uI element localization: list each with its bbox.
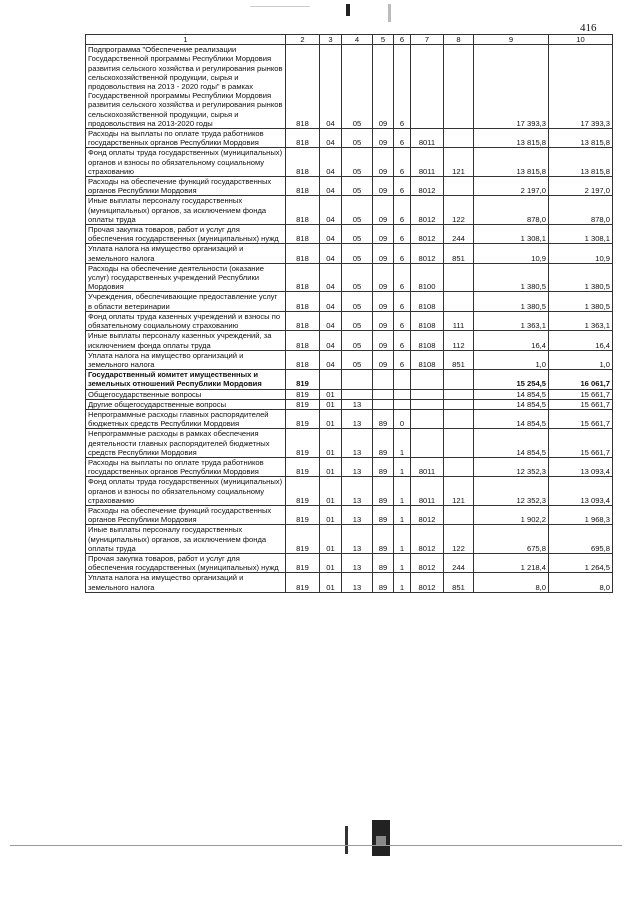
value-cell: 04 [320, 350, 342, 369]
value-cell: 695,8 [549, 525, 613, 554]
value-cell: 09 [373, 311, 394, 330]
value-cell: 04 [320, 177, 342, 196]
value-cell [444, 409, 474, 428]
value-cell: 12 352,3 [474, 477, 549, 506]
value-cell: 01 [320, 525, 342, 554]
value-cell [444, 429, 474, 458]
value-cell: 6 [394, 292, 411, 311]
value-cell: 8012 [411, 573, 444, 592]
value-cell: 04 [320, 196, 342, 225]
value-cell: 1 [394, 525, 411, 554]
header-cell: 4 [342, 35, 373, 45]
value-cell: 17 393,3 [549, 45, 613, 129]
value-cell: 89 [373, 477, 394, 506]
row-name-cell: Уплата налога на имущество организаций и земельного налога [86, 350, 286, 369]
value-cell: 1 218,4 [474, 553, 549, 572]
table-row [86, 389, 613, 399]
value-cell: 13 815,8 [549, 129, 613, 148]
value-cell [411, 409, 444, 428]
value-cell: 1 [394, 573, 411, 592]
value-cell: 819 [286, 553, 320, 572]
row-name-cell: Непрограммные расходы в рамках обеспечения деятельности главных распорядителей бюджетных средств Республики Мордовия [86, 429, 286, 458]
value-cell: 818 [286, 350, 320, 369]
header-cell: 10 [549, 35, 613, 45]
value-cell: 10,9 [549, 244, 613, 263]
header-cell: 6 [394, 35, 411, 45]
value-cell: 01 [320, 553, 342, 572]
value-cell: 09 [373, 129, 394, 148]
value-cell: 09 [373, 45, 394, 129]
value-cell [373, 399, 394, 409]
value-cell: 89 [373, 429, 394, 458]
value-cell: 15 661,7 [549, 399, 613, 409]
table-row [86, 370, 613, 389]
value-cell: 8100 [411, 263, 444, 292]
table-row [86, 45, 613, 129]
value-cell: 05 [342, 148, 373, 177]
value-cell: 244 [444, 553, 474, 572]
row-name-cell: Иные выплаты персоналу казенных учреждений, за исключением фонда оплаты труда [86, 331, 286, 350]
table-header-row [86, 35, 613, 45]
row-name-cell: Расходы на выплаты по оплате труда работников государственных органов Республики Мордовия [86, 129, 286, 148]
value-cell: 15 661,7 [549, 389, 613, 399]
value-cell [411, 389, 444, 399]
table-row [86, 244, 613, 263]
scan-artifact [388, 4, 391, 22]
value-cell: 15 254,5 [474, 370, 549, 389]
row-name-cell: Расходы на обеспечение функций государственных органов Республики Мордовия [86, 505, 286, 524]
value-cell [444, 177, 474, 196]
value-cell: 819 [286, 457, 320, 476]
value-cell [444, 457, 474, 476]
value-cell: 09 [373, 177, 394, 196]
header-cell: 8 [444, 35, 474, 45]
table-row [86, 331, 613, 350]
value-cell: 89 [373, 573, 394, 592]
value-cell: 01 [320, 429, 342, 458]
value-cell: 819 [286, 573, 320, 592]
row-name-cell: Уплата налога на имущество организаций и земельного налога [86, 573, 286, 592]
value-cell: 819 [286, 389, 320, 399]
value-cell: 16,4 [474, 331, 549, 350]
row-name-cell: Фонд оплаты труда государственных (муниципальных) органов и взносы по обязательному социальному страхованию [86, 477, 286, 506]
value-cell: 01 [320, 399, 342, 409]
value-cell: 89 [373, 553, 394, 572]
row-name-cell: Прочая закупка товаров, работ и услуг для обеспечения государственных (муниципальных) нужд [86, 225, 286, 244]
value-cell: 16,4 [549, 331, 613, 350]
table-row [86, 196, 613, 225]
table-body [86, 45, 613, 593]
table-row [86, 477, 613, 506]
value-cell: 04 [320, 292, 342, 311]
value-cell: 6 [394, 331, 411, 350]
value-cell: 818 [286, 292, 320, 311]
value-cell: 17 393,3 [474, 45, 549, 129]
value-cell: 14 854,5 [474, 409, 549, 428]
table-row [86, 505, 613, 524]
value-cell: 818 [286, 263, 320, 292]
value-cell: 819 [286, 399, 320, 409]
value-cell: 8012 [411, 553, 444, 572]
value-cell: 819 [286, 505, 320, 524]
value-cell: 01 [320, 409, 342, 428]
value-cell: 121 [444, 477, 474, 506]
value-cell [411, 399, 444, 409]
value-cell: 8012 [411, 177, 444, 196]
value-cell [411, 429, 444, 458]
value-cell: 1 308,1 [549, 225, 613, 244]
value-cell: 01 [320, 573, 342, 592]
table-row [86, 573, 613, 592]
value-cell: 04 [320, 225, 342, 244]
value-cell: 05 [342, 350, 373, 369]
value-cell: 0 [394, 409, 411, 428]
value-cell: 2 197,0 [474, 177, 549, 196]
value-cell: 09 [373, 148, 394, 177]
table-row [86, 129, 613, 148]
value-cell: 6 [394, 45, 411, 129]
value-cell: 05 [342, 292, 373, 311]
value-cell: 15 661,7 [549, 429, 613, 458]
value-cell: 6 [394, 350, 411, 369]
value-cell [394, 370, 411, 389]
value-cell [342, 389, 373, 399]
value-cell: 05 [342, 225, 373, 244]
table-row [86, 311, 613, 330]
value-cell: 04 [320, 263, 342, 292]
value-cell: 13 815,8 [474, 129, 549, 148]
value-cell: 13 815,8 [549, 148, 613, 177]
value-cell: 09 [373, 244, 394, 263]
header-cell: 1 [86, 35, 286, 45]
header-cell: 2 [286, 35, 320, 45]
value-cell [411, 45, 444, 129]
value-cell: 09 [373, 331, 394, 350]
value-cell [342, 370, 373, 389]
value-cell: 13 815,8 [474, 148, 549, 177]
value-cell [444, 399, 474, 409]
value-cell: 13 [342, 505, 373, 524]
value-cell: 6 [394, 148, 411, 177]
value-cell: 8012 [411, 196, 444, 225]
scan-artifact [250, 6, 310, 7]
value-cell: 8012 [411, 505, 444, 524]
value-cell: 851 [444, 350, 474, 369]
value-cell: 1 363,1 [549, 311, 613, 330]
value-cell [373, 370, 394, 389]
table-row [86, 525, 613, 554]
value-cell: 6 [394, 311, 411, 330]
value-cell: 14 854,5 [474, 429, 549, 458]
table-row [86, 409, 613, 428]
value-cell: 13 093,4 [549, 457, 613, 476]
value-cell: 1 [394, 477, 411, 506]
value-cell: 6 [394, 177, 411, 196]
row-name-cell: Фонд оплаты труда государственных (муниципальных) органов и взносы по обязательному социальному страхованию [86, 148, 286, 177]
value-cell: 1 [394, 457, 411, 476]
table-row [86, 457, 613, 476]
value-cell: 8108 [411, 331, 444, 350]
value-cell: 04 [320, 331, 342, 350]
row-name-cell: Государственный комитет имущественных и земельных отношений Республики Мордовия [86, 370, 286, 389]
value-cell: 8,0 [549, 573, 613, 592]
value-cell: 1,0 [474, 350, 549, 369]
value-cell: 05 [342, 331, 373, 350]
value-cell [411, 370, 444, 389]
value-cell: 122 [444, 196, 474, 225]
value-cell: 112 [444, 331, 474, 350]
value-cell: 13 [342, 573, 373, 592]
value-cell: 1 [394, 553, 411, 572]
value-cell: 819 [286, 525, 320, 554]
value-cell: 8011 [411, 148, 444, 177]
value-cell: 09 [373, 225, 394, 244]
value-cell: 8012 [411, 225, 444, 244]
value-cell: 819 [286, 409, 320, 428]
value-cell: 09 [373, 350, 394, 369]
row-name-cell: Учреждения, обеспечивающие предоставление услуг в области ветеринарии [86, 292, 286, 311]
value-cell: 1,0 [549, 350, 613, 369]
value-cell: 1 380,5 [474, 263, 549, 292]
value-cell: 878,0 [474, 196, 549, 225]
value-cell: 851 [444, 244, 474, 263]
table-row [86, 429, 613, 458]
value-cell: 13 [342, 553, 373, 572]
row-name-cell: Фонд оплаты труда казенных учреждений и взносы по обязательному социальному страхованию [86, 311, 286, 330]
row-name-cell: Расходы на обеспечение функций государственных органов Республики Мордовия [86, 177, 286, 196]
value-cell: 818 [286, 331, 320, 350]
row-name-cell: Расходы на обеспечение деятельности (оказание услуг) государственных учреждений Республики Мордовия [86, 263, 286, 292]
value-cell: 1 380,5 [474, 292, 549, 311]
value-cell: 818 [286, 45, 320, 129]
value-cell: 89 [373, 409, 394, 428]
value-cell [320, 370, 342, 389]
value-cell: 12 352,3 [474, 457, 549, 476]
row-name-cell: Иные выплаты персоналу государственных (муниципальных) органов, за исключением фонда оплаты труда [86, 525, 286, 554]
value-cell [444, 370, 474, 389]
value-cell: 818 [286, 148, 320, 177]
value-cell: 1 968,3 [549, 505, 613, 524]
value-cell: 878,0 [549, 196, 613, 225]
header-cell: 3 [320, 35, 342, 45]
value-cell [444, 129, 474, 148]
row-name-cell: Непрограммные расходы главных распорядителей бюджетных средств Республики Мордовия [86, 409, 286, 428]
value-cell: 15 661,7 [549, 409, 613, 428]
row-name-cell: Прочая закупка товаров, работ и услуг для обеспечения государственных (муниципальных) нужд [86, 553, 286, 572]
row-name-cell: Подпрограмма "Обеспечение реализации Государственной программы Республики Мордовия развития сельского хозяйства и регулирования рынков сельскохозяйственной продукции, сырья и продовольствия на 2013 - 2020 годы" в рамках Государственной программы Республики Мордовия развития сельского хозяйства и регулирования рынков сельскохозяйственной продукции, сырья и продовольствия на 2013-2020 годы [86, 45, 286, 129]
table-row [86, 225, 613, 244]
value-cell [444, 505, 474, 524]
value-cell: 6 [394, 129, 411, 148]
value-cell: 121 [444, 148, 474, 177]
value-cell: 818 [286, 177, 320, 196]
value-cell [444, 263, 474, 292]
page-number: 416 [580, 22, 597, 34]
value-cell: 1 363,1 [474, 311, 549, 330]
value-cell: 16 061,7 [549, 370, 613, 389]
header-cell: 5 [373, 35, 394, 45]
value-cell: 6 [394, 244, 411, 263]
value-cell: 818 [286, 129, 320, 148]
value-cell [394, 389, 411, 399]
value-cell: 819 [286, 370, 320, 389]
value-cell: 13 093,4 [549, 477, 613, 506]
header-cell: 9 [474, 35, 549, 45]
value-cell: 6 [394, 225, 411, 244]
value-cell: 2 197,0 [549, 177, 613, 196]
value-cell: 13 [342, 525, 373, 554]
page-edge-line [10, 845, 622, 846]
table-row [86, 399, 613, 409]
binding-mark [345, 826, 348, 854]
value-cell: 244 [444, 225, 474, 244]
table-row [86, 263, 613, 292]
value-cell: 8011 [411, 457, 444, 476]
value-cell: 04 [320, 129, 342, 148]
value-cell [444, 389, 474, 399]
table-row [86, 148, 613, 177]
value-cell: 89 [373, 525, 394, 554]
value-cell: 1 380,5 [549, 292, 613, 311]
value-cell: 05 [342, 177, 373, 196]
value-cell: 8108 [411, 292, 444, 311]
table-row [86, 292, 613, 311]
value-cell: 1 308,1 [474, 225, 549, 244]
value-cell: 05 [342, 196, 373, 225]
table-row [86, 177, 613, 196]
row-name-cell: Уплата налога на имущество организаций и земельного налога [86, 244, 286, 263]
value-cell [444, 45, 474, 129]
row-name-cell: Общегосударственные вопросы [86, 389, 286, 399]
value-cell: 04 [320, 45, 342, 129]
value-cell: 818 [286, 244, 320, 263]
value-cell [444, 292, 474, 311]
value-cell: 819 [286, 429, 320, 458]
value-cell: 122 [444, 525, 474, 554]
table-row [86, 350, 613, 369]
row-name-cell: Расходы на выплаты по оплате труда работников государственных органов Республики Мордовия [86, 457, 286, 476]
value-cell: 8012 [411, 244, 444, 263]
table-row [86, 553, 613, 572]
value-cell: 09 [373, 263, 394, 292]
value-cell: 8012 [411, 525, 444, 554]
value-cell: 8,0 [474, 573, 549, 592]
value-cell: 01 [320, 505, 342, 524]
value-cell: 89 [373, 505, 394, 524]
value-cell: 1 380,5 [549, 263, 613, 292]
value-cell: 01 [320, 457, 342, 476]
value-cell: 1 902,2 [474, 505, 549, 524]
value-cell: 851 [444, 573, 474, 592]
value-cell [394, 399, 411, 409]
value-cell: 09 [373, 196, 394, 225]
value-cell: 05 [342, 45, 373, 129]
value-cell: 04 [320, 244, 342, 263]
value-cell: 6 [394, 263, 411, 292]
value-cell: 6 [394, 196, 411, 225]
value-cell: 818 [286, 196, 320, 225]
value-cell: 8108 [411, 311, 444, 330]
value-cell [373, 389, 394, 399]
value-cell: 1 [394, 429, 411, 458]
value-cell: 01 [320, 477, 342, 506]
value-cell: 05 [342, 311, 373, 330]
value-cell: 8011 [411, 477, 444, 506]
value-cell: 05 [342, 129, 373, 148]
value-cell: 09 [373, 292, 394, 311]
value-cell: 8108 [411, 350, 444, 369]
value-cell: 1 [394, 505, 411, 524]
value-cell: 04 [320, 148, 342, 177]
value-cell: 05 [342, 263, 373, 292]
scan-artifact [346, 4, 350, 16]
value-cell: 89 [373, 457, 394, 476]
value-cell: 819 [286, 477, 320, 506]
value-cell: 13 [342, 429, 373, 458]
value-cell: 04 [320, 311, 342, 330]
value-cell: 8011 [411, 129, 444, 148]
row-name-cell: Иные выплаты персоналу государственных (муниципальных) органов, за исключением фонда оплаты труда [86, 196, 286, 225]
value-cell: 13 [342, 399, 373, 409]
value-cell: 14 854,5 [474, 399, 549, 409]
value-cell: 1 264,5 [549, 553, 613, 572]
value-cell: 818 [286, 225, 320, 244]
value-cell: 111 [444, 311, 474, 330]
value-cell: 818 [286, 311, 320, 330]
value-cell: 675,8 [474, 525, 549, 554]
value-cell: 10,9 [474, 244, 549, 263]
value-cell: 13 [342, 457, 373, 476]
value-cell: 13 [342, 477, 373, 506]
budget-table [85, 34, 613, 593]
header-cell: 7 [411, 35, 444, 45]
value-cell: 14 854,5 [474, 389, 549, 399]
value-cell: 01 [320, 389, 342, 399]
value-cell: 13 [342, 409, 373, 428]
row-name-cell: Другие общегосударственные вопросы [86, 399, 286, 409]
value-cell: 05 [342, 244, 373, 263]
